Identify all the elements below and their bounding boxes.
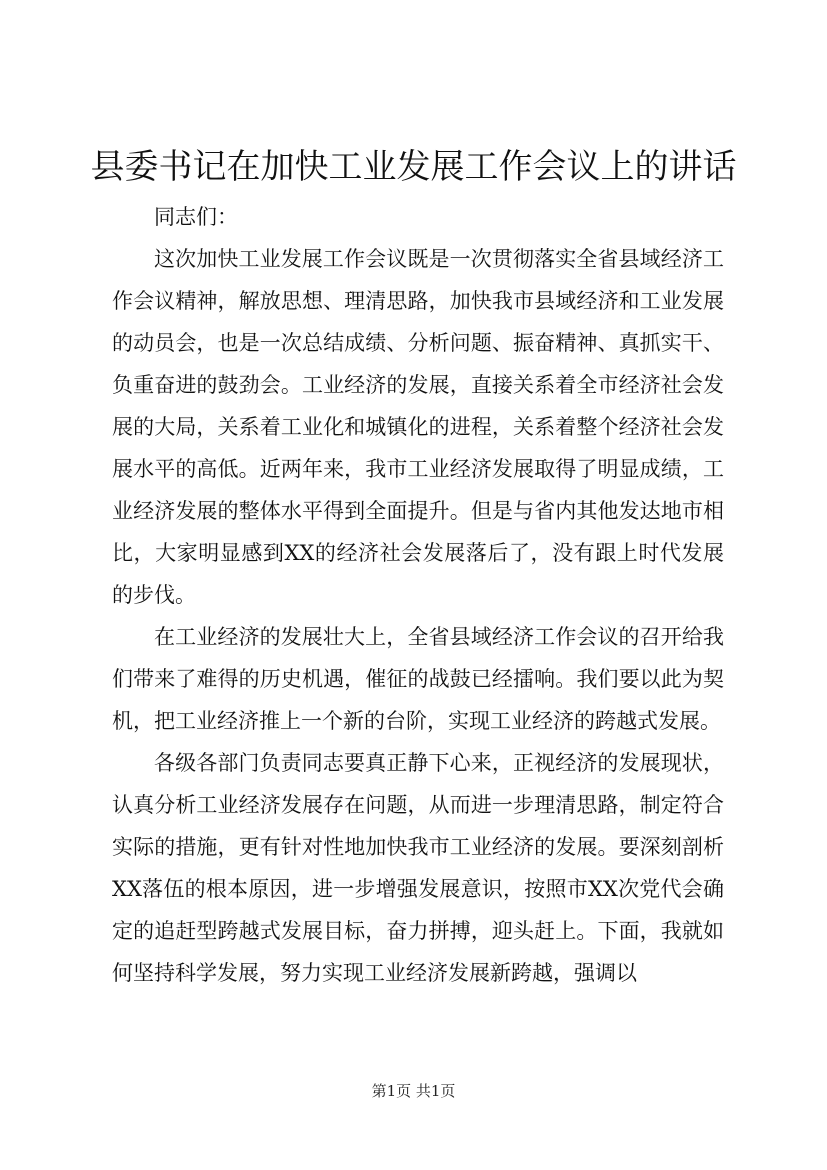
greeting: 同志们： xyxy=(154,205,238,229)
document-body xyxy=(112,196,724,994)
paragraph-1: 这次加快工业发展工作会议既是一次贯彻落实全省县域经济工作会议精神，解放思想、理清思路，加快我市县域经济和工业发展的动员会，也是一次总结成绩、分析问题、振奋精神、真抓实干、负重奋进的鼓劲会。工业经济的发展，直接关系着全市经济社会发展的大局，关系着工业化和城镇化的进程，关系着整个经济社会发展水平的高低。近两年来，我市工业经济发展取得了明显成绩，工业经济发展的整体水平得到全面提升。但是与省内其他发达地市相比，大家明显感到XX的经济社会发展落后了，没有跟上时代发展的步伐。 xyxy=(112,247,724,607)
document-title: 县委书记在加快工业发展工作会议上的讲话 xyxy=(90,147,737,187)
page-number-footer: 第1页 共1页 xyxy=(371,1082,456,1100)
paragraph-2: 在工业经济的发展壮大上，全省县域经济工作会议的召开给我们带来了难得的历史机遇，催征的战鼓已经擂响。我们要以此为契机，把工业经济推上一个新的台阶，实现工业经济的跨越式发展。 xyxy=(112,625,724,733)
paragraph-3: 各级各部门负责同志要真正静下心来，正视经济的发展现状，认真分析工业经济发展存在问题，从而进一步理清思路，制定符合实际的措施，更有针对性地加快我市工业经济的发展。要深刻剖析XX落伍的根本原因，进一步增强发展意识，按照市XX次党代会确定的追赶型跨越式发展目标，奋力拼搏，迎头赶上。下面，我就如何坚持科学发展，努力实现工业经济发展新跨越，强调以 xyxy=(112,751,724,985)
